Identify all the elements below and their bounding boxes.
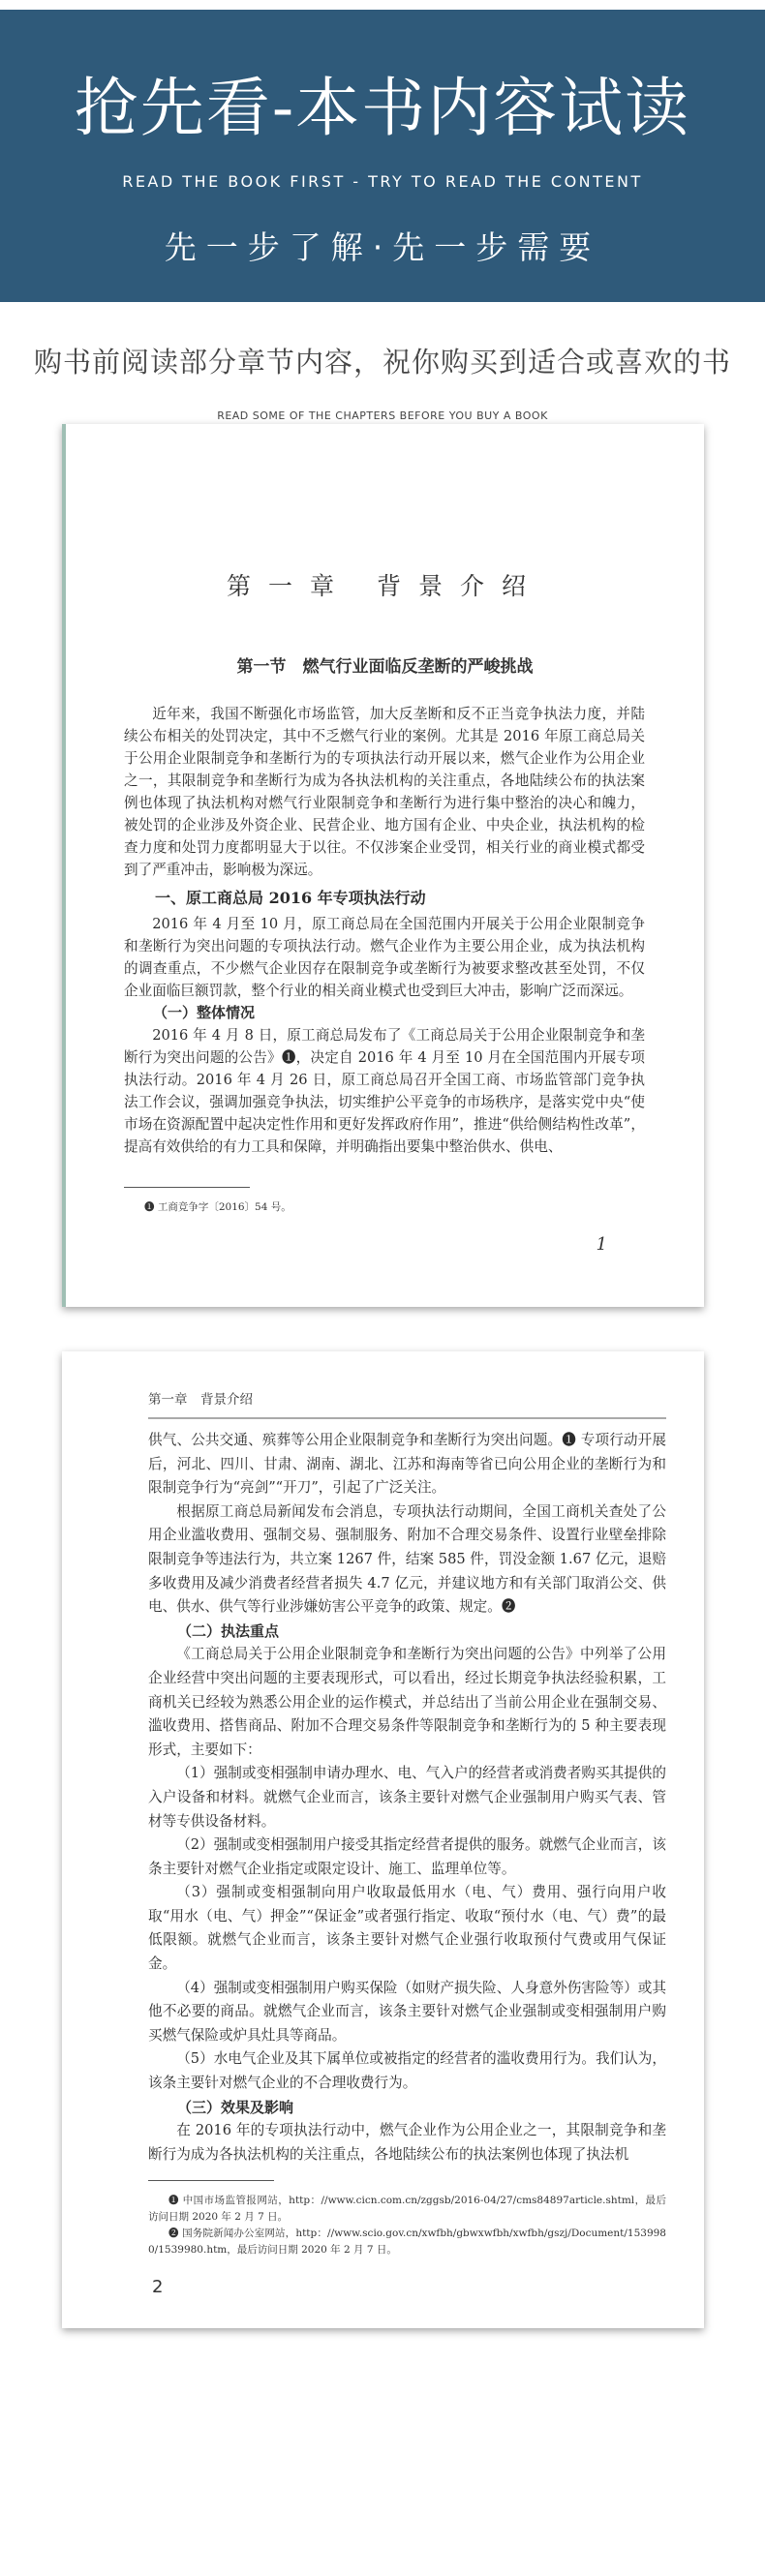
subheading: （一）整体情况	[153, 1004, 256, 1021]
intro-title: 购书前阅读部分章节内容，祝你购买到适合或喜欢的书	[33, 346, 731, 379]
footnote: ❷ 国务院新闻办公室网站，http：//www.scio.gov.cn/xwfbh/gbwxwfbh/xwfbh/gszj/Document/1539980/1539980.htm，最后访问日期 2020 年 2 月 7 日。	[148, 2227, 666, 2257]
paragraph: 2016 年 4 月至 10 月，原工商总局在全国范围内开展关于公用企业限制竞争和垄断行为突出问题的专项执法行动。燃气企业作为主要公用企业，成为执法机构的调查重点，不少燃气企业因存在限制竞争或垄断行为被要求整改甚至处罚，不仅企业面临巨额罚款，整个行业的相关商业模式也受到巨大冲击，影响广泛而深远。	[124, 916, 645, 999]
running-head: 第一章 背景介绍	[148, 1390, 666, 1419]
list-item: （3）强制或变相强制向用户收取最低用水（电、气）费用、强行向用户收取“用水（电、气）押金”“保证金”或者强行指定、收取“预付水（电、气）费”的最低限额。就燃气企业而言，该条主要针对燃气企业强行收取预付气费或用气保证金。	[148, 1884, 666, 1973]
book-pages	[62, 424, 704, 2328]
paragraph: 近年来，我国不断强化市场监管，加大反垄断和反不正当竞争执法力度，并陆续公布相关的处罚决定，其中不乏燃气行业的案例。尤其是 2016 年原工商总局关于公用企业限制竞争和垄断行为的专项执法行动开展以来，燃气企业作为公用企业之一，其限制竞争和垄断行为成为各执法机构的关注重点，各地陆续公布的执法案例也体现了执法机构对燃气行业限制竞争和垄断行为进行集中整治的决心和魄力，被处罚的企业涉及外资企业、民营企业、地方国有企业、中央企业，执法机构的检查力度和处罚力度都明显大于以往。不仅涉案企业受罚，相关行业的商业模式都受到了严重冲击，影响极为深远。	[124, 706, 645, 878]
footnote: ❶ 工商竞争字〔2016〕54 号。	[144, 1201, 291, 1213]
page-number: 2	[152, 2277, 164, 2298]
footnote: ❶ 中国市场监管报网站，http：//www.cicn.com.cn/zggsb/2016-04/27/cms84897article.shtml，最后访问日期 2020 年 2 月 7 日。	[148, 2195, 666, 2224]
paragraph: 在 2016 年的专项执法行动中，燃气企业作为公用企业之一，其限制竞争和垄断行为成为各执法机构的关注重点，各地陆续公布的执法案例也体现了执法机	[148, 2122, 666, 2163]
chapter-title: 第一章 背景介绍	[227, 572, 543, 600]
header-banner	[0, 10, 765, 302]
section-title: 第一节 燃气行业面临反垄断的严峻挑战	[236, 657, 534, 677]
page-body	[124, 703, 645, 1216]
paragraph: 《工商总局关于公用企业限制竞争和垄断行为突出问题的公告》中列举了公用企业经营中突出问题的主要表现形式，可以看出，经过长期竞争执法经验积累，工商机关已经较为熟悉公用企业的运作模式，并总结出了当前公用企业在强制交易、滥收费用、搭售商品、附加不合理交易条件等限制竞争和垄断行为的 5 种主要表现形式，主要如下：	[148, 1646, 666, 1758]
list-item: （1）强制或变相强制申请办理水、电、气入户的经营者或消费者购买其提供的入户设备和材料。就燃气企业而言，该条主要针对燃气企业强制用户购买气表、管材等专供设备材料。	[148, 1765, 666, 1830]
footnote-divider	[124, 1187, 250, 1188]
book-page-2	[62, 1351, 704, 2328]
intro-english: READ SOME OF THE CHAPTERS BEFORE YOU BUY A BOOK	[217, 409, 548, 422]
subheading: （二）执法重点	[177, 1621, 280, 1640]
page-body	[148, 1429, 666, 2258]
book-page-1	[62, 424, 704, 1307]
paragraph: 供气、公共交通、殡葬等公用企业限制竞争和垄断行为突出问题。❶ 专项行动开展后，河北、四川、甘肃、湖南、湖北、江苏和海南等省已向公用企业的垄断行为和限制竞争行为“亮剑”“开刀”，引起了广泛关注。	[148, 1432, 666, 1497]
list-item: （4）强制或变相强制用户购买保险（如财产损失险、人身意外伤害险等）或其他不必要的商品。就燃气企业而言，该条主要针对燃气企业强制或变相强制用户购买燃气保险或炉具灶具等商品。	[148, 1979, 666, 2044]
page-number: 1	[596, 1234, 607, 1255]
paragraph: 2016 年 4 月 8 日，原工商总局发布了《工商总局关于公用企业限制竞争和垄断行为突出问题的公告》❶，决定自 2016 年 4 月至 10 月在全国范围内开展专项执法行动。2016 年 4 月 26 日，原工商总局召开全国工商、市场监管部门竞争执法工作会议，强调加强竞争执法，切实维护公平竞争的市场秩序，是落实党中央“使市场在资源配置中起决定性作用和更好发挥政府作用”，推进“供给侧结构性改革”，提高有效供给的有力工具和保障，并明确指出要集中整治供水、供电、	[124, 1027, 645, 1155]
list-item: （5）水电气企业及其下属单位或被指定的经营者的滥收费用行为。我们认为，该条主要针对燃气企业的不合理收费行为。	[148, 2050, 666, 2092]
heading: 一、原工商总局 2016 年专项执法行动	[155, 889, 426, 907]
banner-title: 抢先看-本书内容试读	[74, 71, 691, 145]
banner-slogan: 先一步了解·先一步需要	[164, 228, 601, 266]
banner-english-subtitle: READ THE BOOK FIRST - TRY TO READ THE CONTENT	[122, 172, 643, 191]
subheading: （三）效果及影响	[177, 2098, 294, 2116]
list-item: （2）强制或变相强制用户接受其指定经营者提供的服务。就燃气企业而言，该条主要针对燃气企业指定或限定设计、施工、监理单位等。	[148, 1836, 666, 1877]
paragraph: 根据原工商总局新闻发布会消息，专项执法行动期间，全国工商机关查处了公用企业滥收费用、强制交易、强制服务、附加不合理交易条件、设置行业壁垒排除限制竞争等违法行为，共立案 1267 件，结案 585 件，罚没金额 1.67 亿元，退赔多收费用及减少消费者经营者损失 4.7 亿元，并建议地方和有关部门取消公交、供电、供水、供气等行业涉嫌妨害公平竞争的政策、规定。❷	[148, 1502, 666, 1616]
footnote-divider	[148, 2180, 274, 2181]
